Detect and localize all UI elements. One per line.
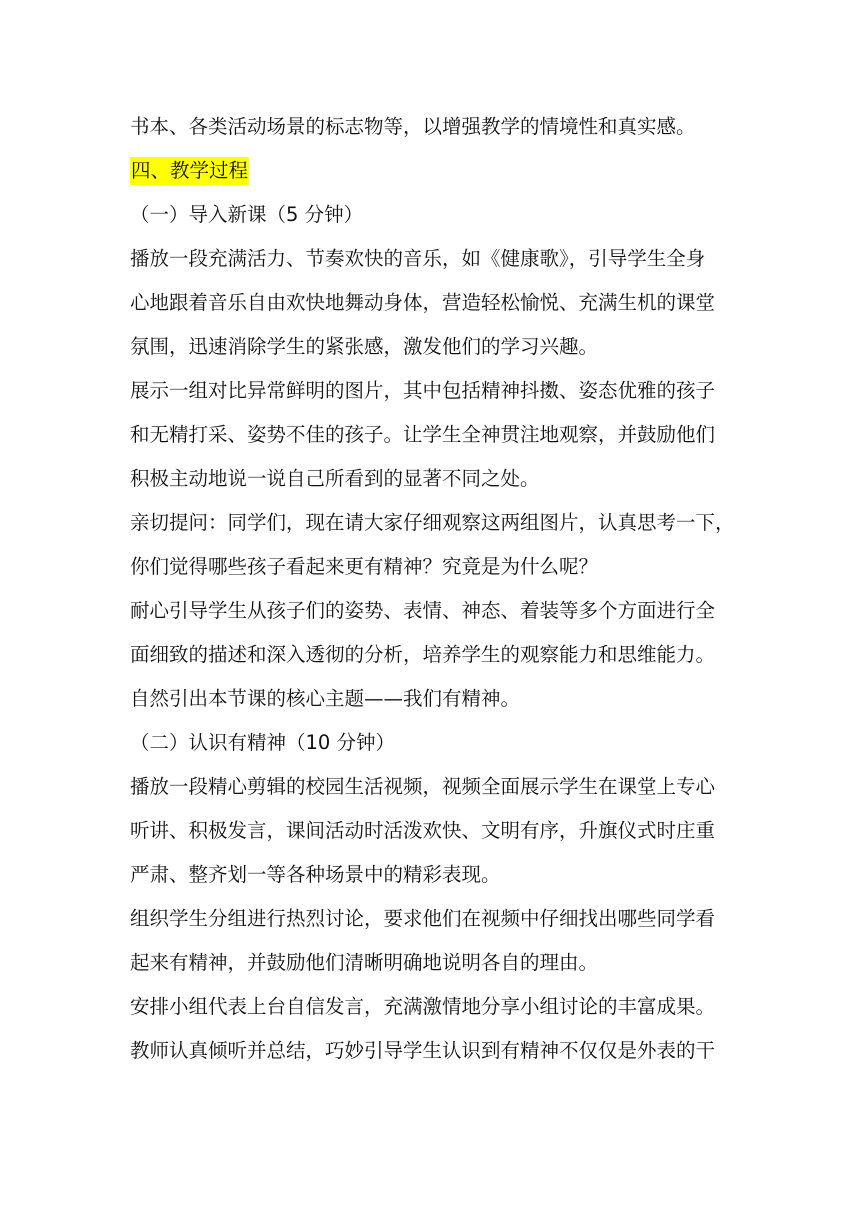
- paragraph-line: 组织学生分组进行热烈讨论，要求他们在视频中仔细找出哪些同学看: [130, 907, 716, 930]
- subheading-intro: （一）导入新课（5 分钟）: [130, 203, 364, 226]
- paragraph-line: 积极主动地说一说自己所看到的显著不同之处。: [130, 467, 540, 490]
- subheading-recognize-spirit: （二）认识有精神（10 分钟）: [130, 731, 396, 754]
- document-body: [130, 105, 735, 1073]
- paragraph-line: 自然引出本节课的核心主题——我们有精神。: [130, 687, 521, 710]
- paragraph-line: 安排小组代表上台自信发言，充满激情地分享小组讨论的丰富成果。: [130, 995, 716, 1018]
- paragraph-line: 听讲、积极发言，课间活动时活泼欢快、文明有序，升旗仪式时庄重: [130, 819, 716, 842]
- paragraph-line: 教师认真倾听并总结，巧妙引导学生认识到有精神不仅仅是外表的干: [130, 1039, 716, 1062]
- paragraph-line: 你们觉得哪些孩子看起来更有精神？究竟是为什么呢？: [130, 555, 599, 578]
- paragraph-line: 播放一段充满活力、节奏欢快的音乐，如《健康歌》，引导学生全身: [130, 247, 706, 270]
- paragraph-line: 严肃、整齐划一等各种场景中的精彩表现。: [130, 863, 501, 886]
- paragraph-line: 播放一段精心剪辑的校园生活视频，视频全面展示学生在课堂上专心: [130, 775, 716, 798]
- paragraph-line: 书本、各类活动场景的标志物等，以增强教学的情境性和真实感。: [130, 115, 696, 138]
- paragraph-line: 心地跟着音乐自由欢快地舞动身体，营造轻松愉悦、充满生机的课堂: [130, 291, 716, 314]
- section-heading-line: [130, 149, 735, 193]
- paragraph-line: 和无精打采、姿势不佳的孩子。让学生全神贯注地观察，并鼓励他们: [130, 423, 716, 446]
- paragraph-line: 亲切提问：同学们，现在请大家仔细观察这两组图片，认真思考一下，: [130, 511, 735, 534]
- paragraph-line: 起来有精神，并鼓励他们清晰明确地说明各自的理由。: [130, 951, 599, 974]
- paragraph-line: 展示一组对比异常鲜明的图片，其中包括精神抖擞、姿态优雅的孩子: [130, 379, 716, 402]
- paragraph-line: 耐心引导学生从孩子们的姿势、表情、神态、着装等多个方面进行全: [130, 599, 716, 622]
- paragraph-line: 面细致的描述和深入透彻的分析，培养学生的观察能力和思维能力。: [130, 643, 716, 666]
- section-heading-teaching-process: 四、教学过程: [130, 157, 249, 185]
- paragraph-line: 氛围，迅速消除学生的紧张感，激发他们的学习兴趣。: [130, 335, 599, 358]
